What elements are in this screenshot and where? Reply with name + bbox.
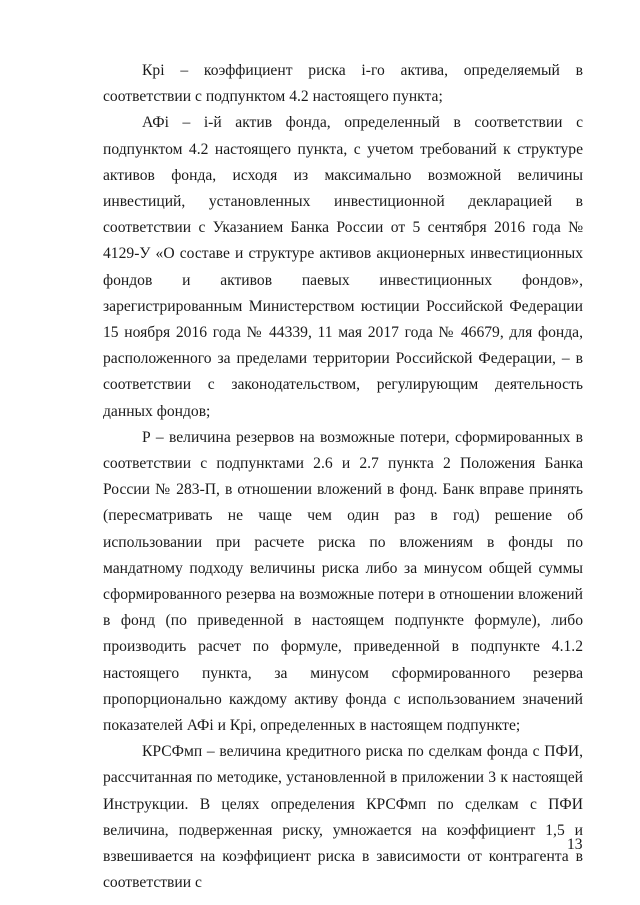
paragraph-reserve-definition: Р – величина резервов на возможные потери, сформированных в соответствии с подпунктами 2.6 и 2.7 пункта 2 Положения Банка России № 283-П, в отношении вложений в фонд. Банк вправе принять (пересматривать не чаще чем один раз в год) решение об использовании при расчете риска по вложениям в фонды по мандатному подходу величины риска либо за минусом общей суммы сформированного резерва на возможные потери в отношении вложений в фонд (по приведенной в настоящем подпункте формуле), либо производить расчет по формуле, приведенной в подпункте 4.1.2 настоящего пункта, за минусом сформированного резерва пропорционально каждому активу фонда с использованием значений показателей АФi и Крi, определенных в настоящем подпункте; (103, 428, 583, 735)
paragraph-kri-definition: Крi – коэффициент риска i-го актива, определяемый в соответствии с подпунктом 4.2 настоящего пункта; (103, 62, 583, 106)
document-body (103, 58, 583, 897)
page-number: 13 (567, 836, 583, 853)
paragraph-krsfmp-definition: КРСФмп – величина кредитного риска по сделкам фонда с ПФИ, рассчитанная по методике, установленной в приложении 3 к настоящей Инструкции. В целях определения КРСФмп по сделкам с ПФИ величина, подверженная риску, умножается на коэффициент 1,5 и взвешивается на коэффициент риска в зависимости от контрагента в соответствии с (103, 743, 583, 892)
paragraph-afi-definition: АФi – i-й актив фонда, определенный в соответствии с подпунктом 4.2 настоящего пункта, с учетом требований к структуре активов фонда, исходя из максимально возможной величины инвестиций, установленных инвестиционной декларацией в соответствии с Указанием Банка России от 5 сентября 2016 года № 4129-У «О составе и структуре активов акционерных инвестиционных фондов и активов паевых инвестиционных фондов», зарегистрированным Министерством юстиции Российской Федерации 15 ноября 2016 года № 44339, 11 мая 2017 года № 46679, для фонда, расположенного за пределами территории Российской Федерации, – в соответствии с законодательством, регулирующим деятельность данных фондов; (103, 114, 583, 420)
